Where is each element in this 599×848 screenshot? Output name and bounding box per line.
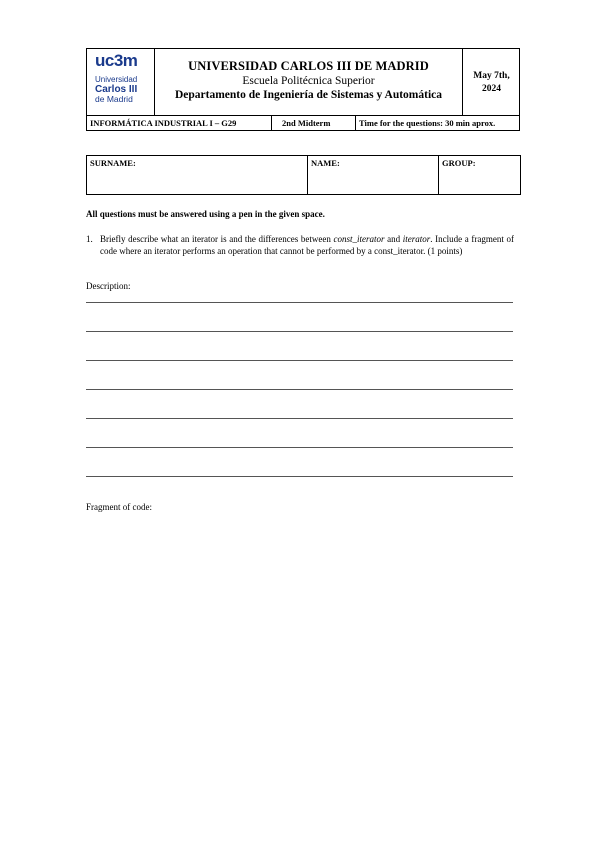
exam-time: Time for the questions: 30 min aprox. (355, 116, 521, 130)
school-name: Escuela Politécnica Superior (242, 75, 375, 87)
answer-line[interactable] (86, 447, 513, 448)
exam-date-day: May 7th, (473, 71, 510, 81)
fragment-label: Fragment of code: (86, 502, 152, 512)
name-label: NAME: (311, 158, 340, 168)
answer-line[interactable] (86, 331, 513, 332)
exam-header (86, 48, 520, 116)
exam-date-year: 2024 (482, 84, 501, 94)
group-field[interactable] (438, 156, 520, 194)
exam-name: 2nd Midterm (271, 116, 355, 130)
logo-brand: uc3m (95, 51, 138, 70)
answer-line[interactable] (86, 360, 513, 361)
question-number: 1. (86, 234, 93, 244)
instructions: All questions must be answered using a pen in the given space. (86, 209, 325, 219)
answer-line[interactable] (86, 476, 513, 477)
logo-line3: de Madrid (95, 94, 133, 104)
answer-line[interactable] (86, 418, 513, 419)
university-logo (95, 51, 137, 104)
logo-line1: Universidad (95, 75, 138, 84)
surname-field[interactable] (87, 156, 307, 194)
exam-info-row (86, 116, 520, 131)
department-name: Departamento de Ingeniería de Sistemas y Automática (174, 89, 443, 101)
description-label: Description: (86, 281, 131, 291)
name-field[interactable] (307, 156, 438, 194)
date-cell (462, 49, 520, 116)
logo-cell (87, 49, 155, 116)
answer-line[interactable] (86, 389, 513, 390)
logo-line2: Carlos III (95, 84, 138, 95)
group-label: GROUP: (442, 158, 476, 168)
title-cell (155, 49, 462, 116)
question-1 (86, 233, 514, 257)
course-code: INFORMÁTICA INDUSTRIAL I – G29 (90, 118, 237, 128)
answer-line[interactable] (86, 302, 513, 303)
student-info-box (86, 155, 521, 195)
question-text: Briefly describe what an iterator is and the differences between const_iterator and iterator. Include a fragment of code where an iterator performs an operation that cannot be performed by a const_iterator. (1 points) (100, 234, 514, 256)
university-name: UNIVERSIDAD CARLOS III DE MADRID (188, 59, 429, 73)
surname-label: SURNAME: (90, 158, 136, 168)
